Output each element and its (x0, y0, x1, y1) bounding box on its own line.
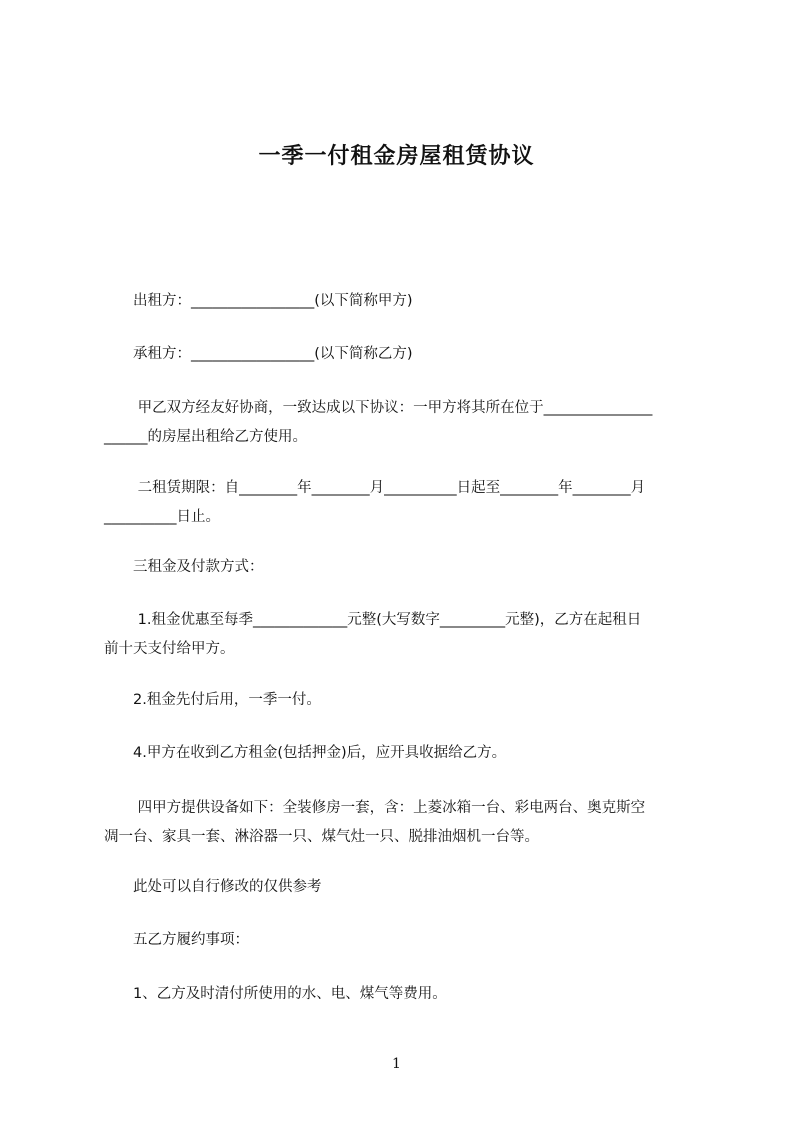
document-title: 一季一付租金房屋租赁协议 (258, 144, 535, 169)
paragraph-line: 1、乙方及时清付所使用的水、电、煤气等费用。 (104, 986, 447, 1002)
paragraph-line: 二租赁期限：自________年________月__________日起至________年________月 (104, 480, 646, 496)
paragraph-line: __________日止。 (104, 509, 220, 525)
paragraph-line: 甲乙双方经友好协商，一致达成以下协议：一甲方将其所在位于_______________ (104, 400, 653, 416)
paragraph-equipment (104, 794, 704, 852)
paragraph-note (104, 873, 704, 902)
paragraph-line: 1.租金优惠至每季_____________元整(大写数字_________元整)，乙方在起租日 (104, 612, 642, 628)
paragraph-rent-amount (104, 606, 704, 664)
paragraph-lessee (104, 340, 704, 369)
paragraph-line: 2.租金先付后用，一季一付。 (104, 692, 321, 708)
page-number: 1 (392, 1056, 401, 1072)
paragraph-line: 四甲方提供设备如下：全装修房一套，含：上菱冰箱一台、彩电两台、奥克斯空 (104, 800, 646, 816)
paragraph-lessee-duties-heading (104, 926, 704, 955)
paragraph-lease-term (104, 474, 704, 532)
paragraph-line: 此处可以自行修改的仅供参考 (104, 879, 322, 895)
paragraph-line: ______的房屋出租给乙方使用。 (104, 429, 307, 445)
paragraph-rent-prepay (104, 686, 704, 715)
paragraph-lessee-duty-1 (104, 980, 704, 1009)
paragraph-line: 4.甲方在收到乙方租金(包括押金)后，应开具收据给乙方。 (104, 745, 507, 761)
paragraph-receipt (104, 739, 704, 768)
paragraph-line: 承租方：_________________(以下简称乙方) (104, 346, 413, 362)
paragraph-lessor (104, 287, 704, 316)
paragraph-rent-heading (104, 553, 704, 582)
paragraph-agreement (104, 394, 704, 452)
paragraph-line: 三租金及付款方式： (104, 559, 264, 575)
paragraph-line: 凋一台、家具一套、淋浴器一只、煤气灶一只、脱排油烟机一台等。 (104, 829, 539, 845)
paragraph-line: 前十天支付给甲方。 (104, 641, 235, 657)
paragraph-line: 出租方：_________________(以下简称甲方) (104, 293, 413, 309)
paragraph-line: 五乙方履约事项： (104, 932, 249, 948)
